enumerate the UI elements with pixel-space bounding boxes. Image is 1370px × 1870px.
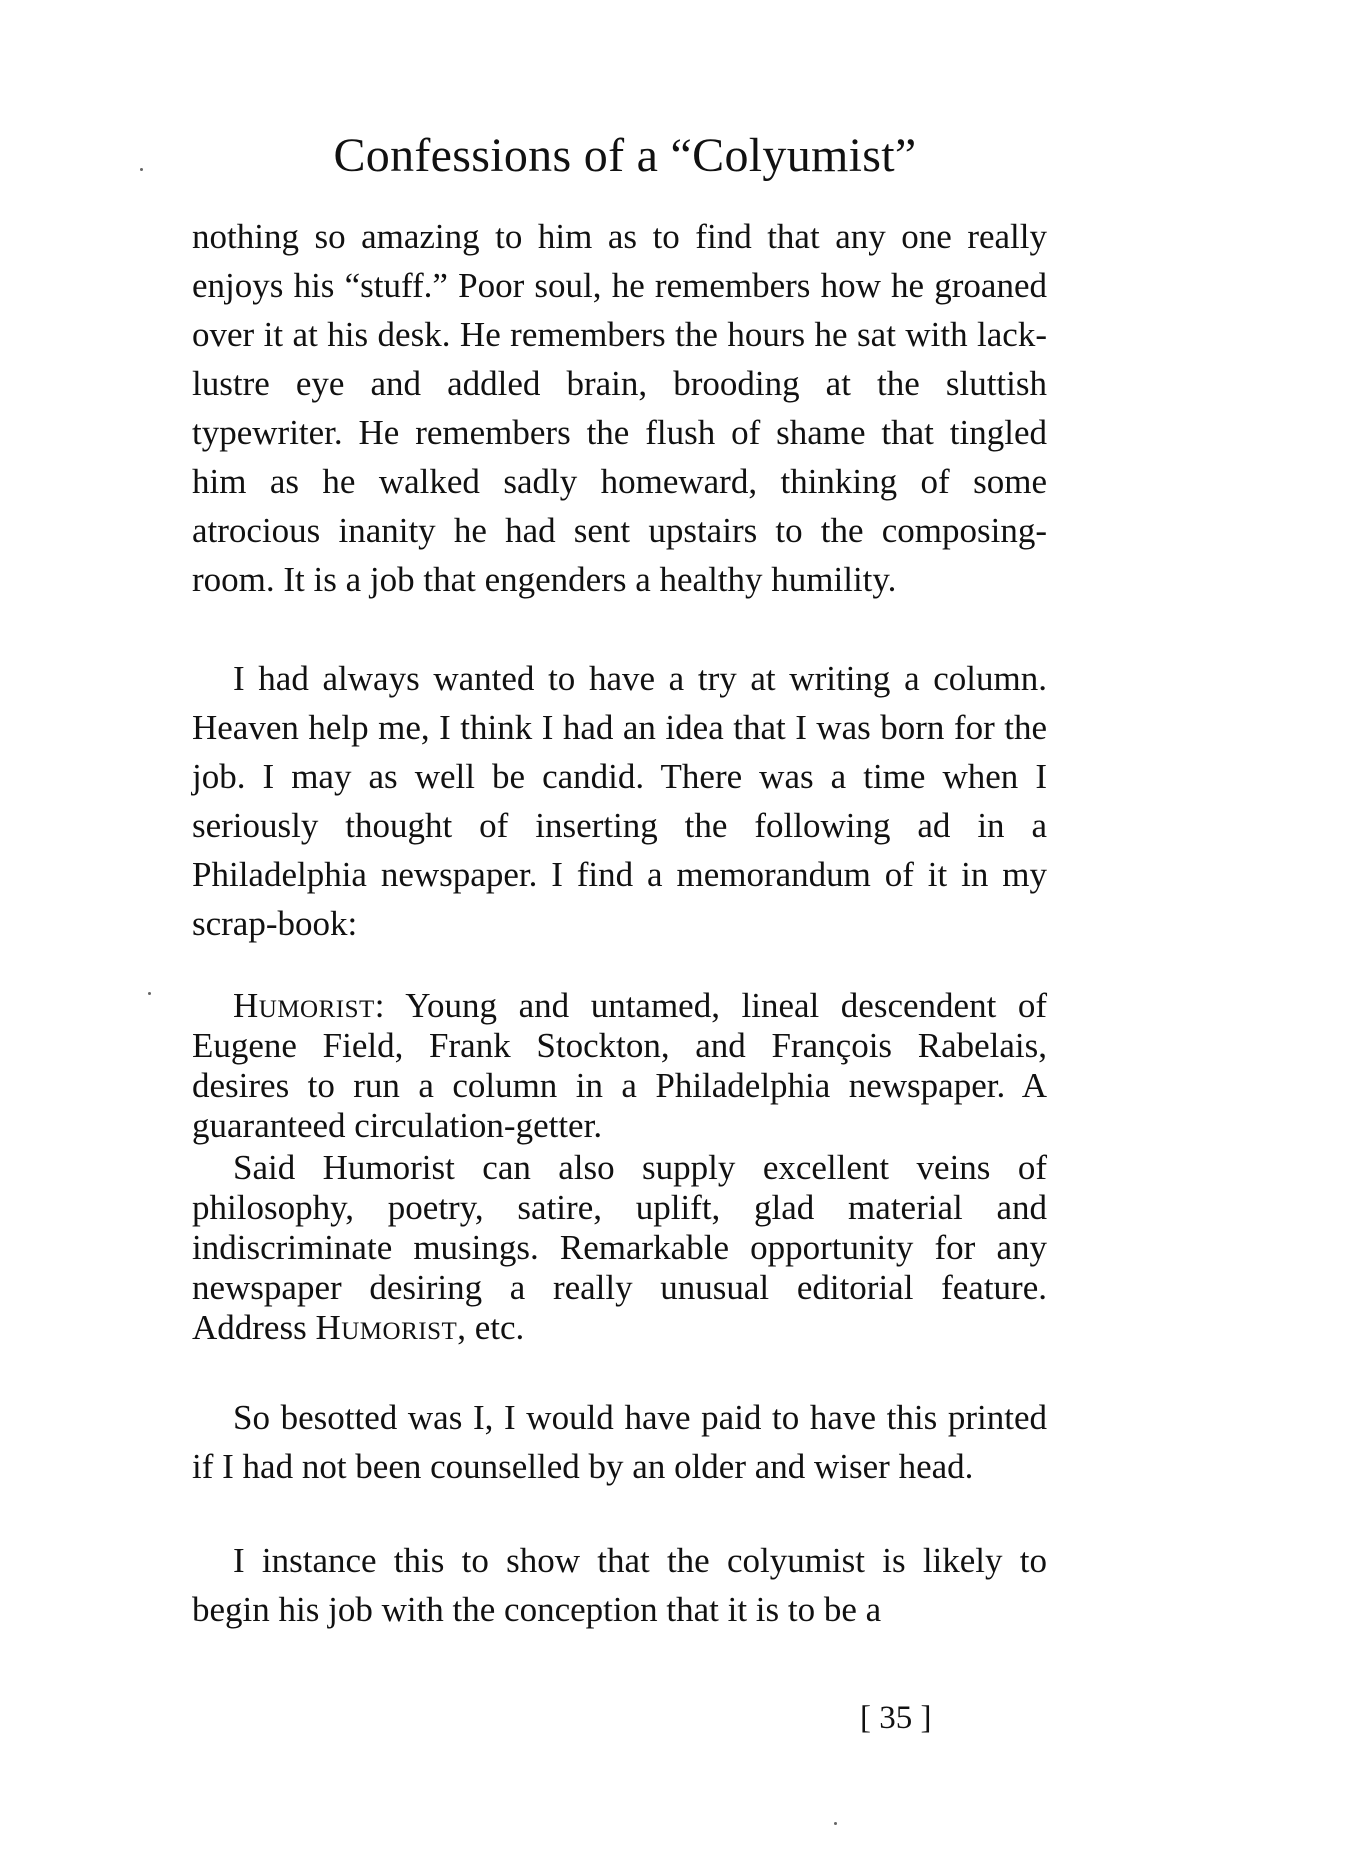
- running-title: Confessions of a “Colyumist”: [333, 129, 917, 182]
- paragraph-instance: I instance this to show that the colyumist is likely to begin his job with the conception that it is to be a: [192, 1541, 1047, 1629]
- ad-paragraph-2-text: Said Humorist can also supply excellent veins of philosophy, poetry, satire, uplift, glad material and indiscriminate musings. Remarkable opportunity for any newspaper desiring a really unusual editorial feature. Address: [192, 1148, 1047, 1347]
- ad-paragraph-2-tail: , etc.: [457, 1308, 525, 1347]
- paragraph-continued: nothing so amazing to him as to find that any one really enjoys his “stuff.” Poor soul, he remembers how he groaned over it at his desk. He remembers the hours he sat with lack-lustre eye and addled brain, brooding at the sluttish typewriter. He remembers the flush of shame that tingled him as he walked sadly homeward, thinking of some atrocious inanity he had sent upstairs to the composing-room. It is a job that engenders a healthy humility.: [192, 217, 1047, 599]
- ad-paragraph-2: [192, 1148, 1047, 1348]
- paragraph-column-wish: I had always wanted to have a try at writing a column. Heaven help me, I think I had an idea that I was born for the job. I may as well be candid. There was a time when I seriously thought of inserting the following ad in a Philadelphia newspaper. I find a memorandum of it in my scrap-book:: [192, 659, 1047, 943]
- scan-speck: [834, 1822, 837, 1825]
- humorist-label: Humorist:: [233, 986, 386, 1025]
- paragraph-besotted: So besotted was I, I would have paid to have this printed if I had not been counselled by an older and wiser head.: [192, 1398, 1047, 1486]
- scan-speck: [140, 168, 143, 171]
- humorist-address-label: Humorist: [315, 1308, 458, 1347]
- page-number: [ 35 ]: [860, 1700, 932, 1736]
- ad-paragraph-1: [192, 986, 1047, 1146]
- scan-speck: [148, 992, 151, 995]
- ad-paragraph-1-text: Young and untamed, lineal descendent of Eugene Field, Frank Stockton, and François Rabelais, desires to run a column in a Philadelphia newspaper. A guaranteed circulation-getter.: [192, 986, 1047, 1145]
